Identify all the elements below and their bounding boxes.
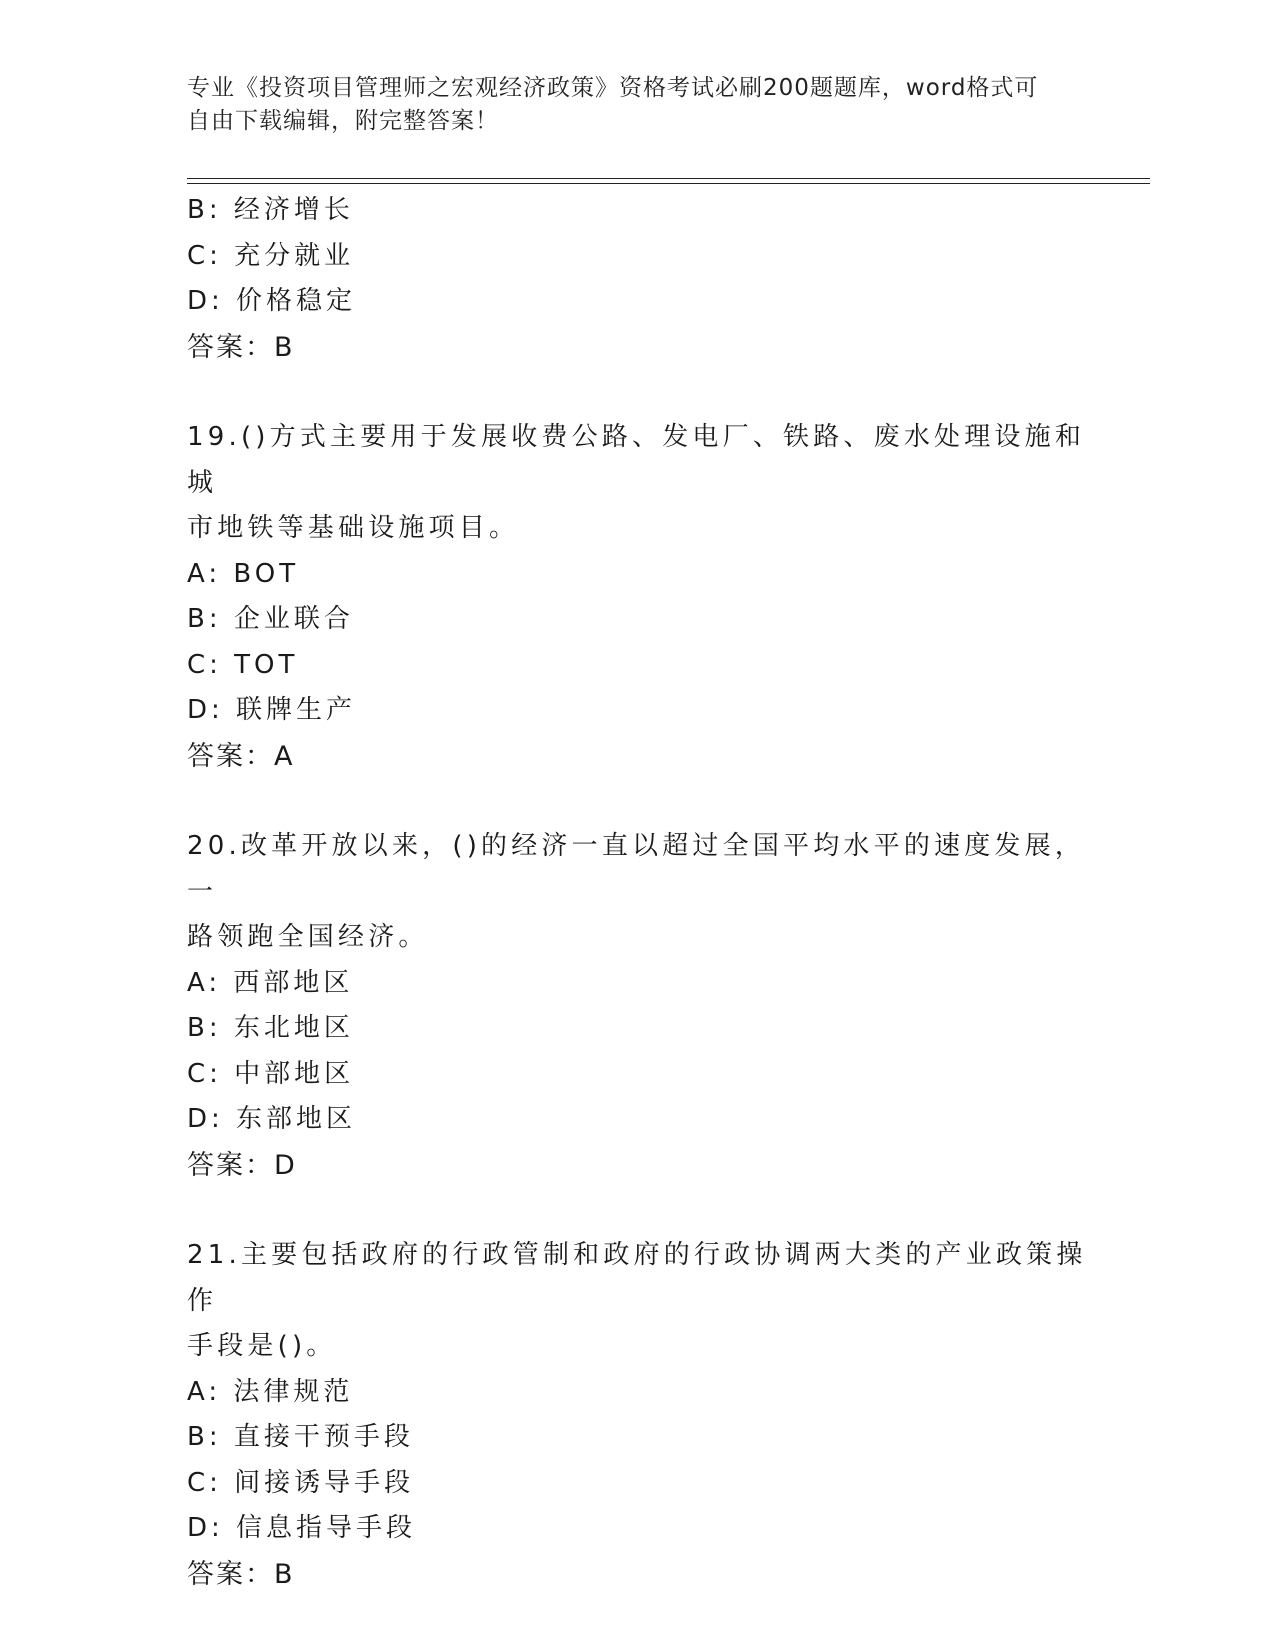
option-b: B: 直接干预手段 bbox=[187, 1422, 414, 1452]
option-a: A: 西部地区 bbox=[187, 967, 354, 998]
option-c: C: TOT bbox=[187, 649, 299, 680]
document-body bbox=[187, 188, 1087, 1597]
option-c: C: 中部地区 bbox=[187, 1058, 355, 1089]
answer: 答案：B bbox=[187, 331, 295, 363]
question-stem-line-2: 路领跑全国经济。 bbox=[187, 922, 429, 952]
option-b: B: 经济增长 bbox=[187, 195, 354, 225]
question-stem-line-1: 19.()方式主要用于发展收费公路、发电厂、铁路、废水处理设施和城 bbox=[187, 422, 1086, 498]
answer: 答案：D bbox=[187, 1149, 297, 1181]
question-19 bbox=[187, 415, 1087, 779]
option-a: A: 法律规范 bbox=[187, 1376, 354, 1407]
option-b: B: 东北地区 bbox=[187, 1013, 354, 1043]
option-b: B: 企业联合 bbox=[187, 604, 354, 634]
option-d: D: 信息指导手段 bbox=[187, 1513, 417, 1543]
header-line-1: 专业《投资项目管理师之宏观经济政策》资格考试必刷200题题库，word格式可 bbox=[187, 75, 1039, 101]
question-stem-line-2: 市地铁等基础设施项目。 bbox=[187, 513, 520, 543]
question-stem bbox=[187, 824, 1087, 961]
option-d: D: 价格稳定 bbox=[187, 286, 357, 316]
option-c: C: 充分就业 bbox=[187, 240, 355, 271]
option-d: D: 联牌生产 bbox=[187, 695, 357, 725]
question-stem bbox=[187, 415, 1087, 552]
question-stem-line-1: 21.主要包括政府的行政管制和政府的行政协调两大类的产业政策操作 bbox=[187, 1240, 1087, 1316]
document-header bbox=[187, 72, 1067, 138]
header-divider-bottom bbox=[187, 183, 1150, 184]
question-21 bbox=[187, 1233, 1087, 1597]
question-stem-line-2: 手段是()。 bbox=[187, 1331, 337, 1361]
question-20 bbox=[187, 824, 1087, 1188]
question-stem bbox=[187, 1233, 1087, 1370]
option-a: A: BOT bbox=[187, 558, 300, 589]
answer: 答案：A bbox=[187, 740, 295, 772]
question-18-continued bbox=[187, 188, 1087, 370]
header-divider-top bbox=[187, 178, 1150, 179]
header-line-2: 自由下载编辑，附完整答案！ bbox=[187, 108, 499, 134]
question-stem-line-1: 20.改革开放以来，()的经济一直以超过全国平均水平的速度发展，一 bbox=[187, 831, 1086, 907]
answer: 答案：B bbox=[187, 1558, 295, 1590]
option-d: D: 东部地区 bbox=[187, 1104, 357, 1134]
option-c: C: 间接诱导手段 bbox=[187, 1467, 415, 1498]
